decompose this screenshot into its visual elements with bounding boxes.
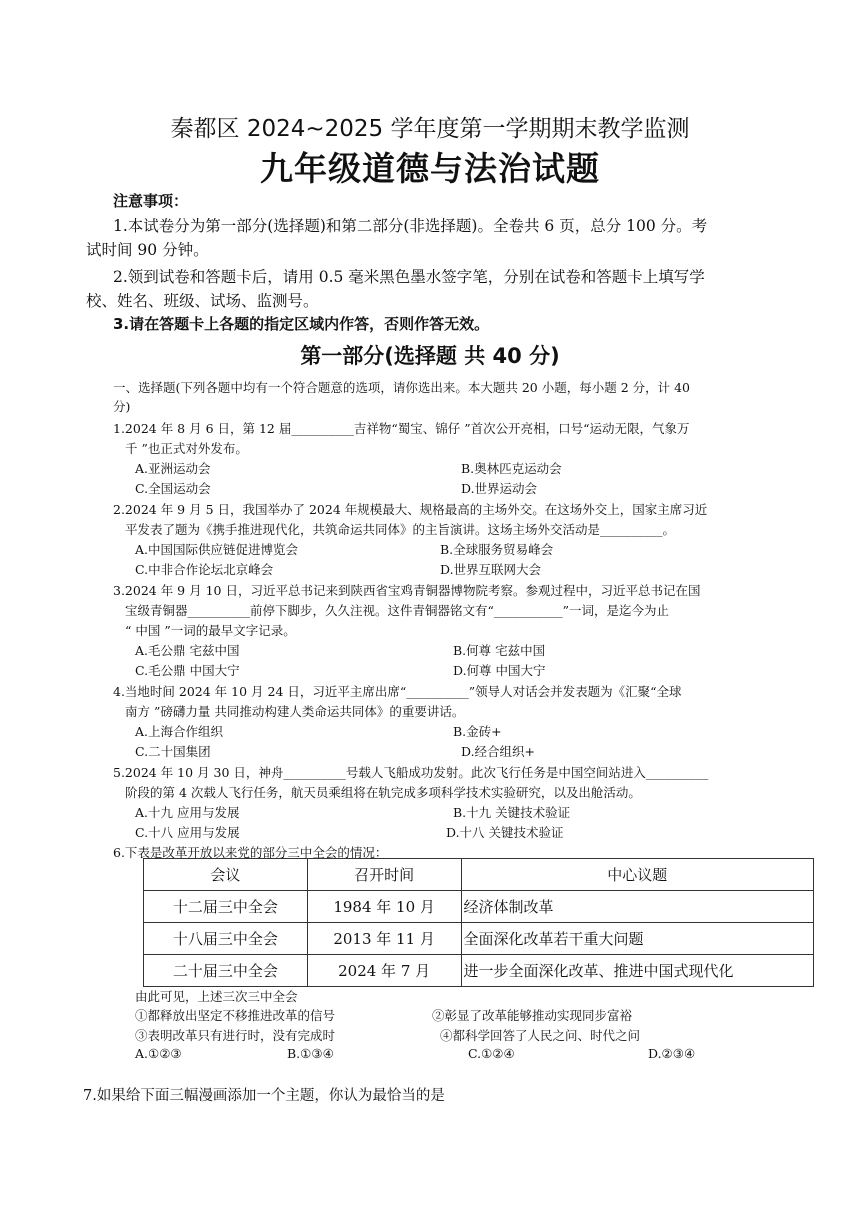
q5-option-b: B.十九 关键技术验证 — [453, 805, 571, 820]
q6-option-d: D.②③④ — [648, 1046, 696, 1061]
table-cell: 进一步全面深化改革、推进中国式现代化 — [461, 955, 813, 987]
q3-stem-line-1: 3.2024 年 9 月 10 日，习近平总书记来到陕西省宝鸡青铜器博物院考察。参观过程中，习近平总书记在国 — [113, 583, 701, 598]
q4-option-c: C.二十国集团 — [135, 744, 211, 759]
table-cell: 2024 年 7 月 — [307, 955, 461, 987]
q6-option-b: B.①③④ — [287, 1046, 334, 1061]
table-header-cell: 中心议题 — [461, 859, 813, 891]
q3-stem-line-2: 宝级青铜器__________前停下脚步，久久注视。这件青铜器铭文有“___________”一词，是迄今为止 — [125, 603, 670, 618]
table-cell: 十二届三中全会 — [144, 891, 308, 923]
q1-stem-line-1: 1.2024 年 8 月 6 日，第 12 届__________吉祥物“蜀宝、锦仔 ”首次公开亮相，口号“运动无限，气象万 — [113, 421, 690, 436]
q3-option-a: A.毛公鼎 宅兹中国 — [135, 643, 240, 658]
exam-subtitle: 秦都区 2024~2025 学年度第一学期期末教学监测 — [170, 116, 690, 142]
q5-stem-line-1: 5.2024 年 10 月 30 日，神舟__________号载人飞船成功发射。此次飞行任务是中国空间站进入__________ — [113, 765, 709, 780]
table-row — [144, 955, 814, 987]
q3-option-d: D.何尊 中国大宁 — [453, 663, 546, 678]
table-header-row — [144, 859, 814, 891]
q3-stem-line-3: “ 中国 ”一词的最早文字记录。 — [125, 623, 296, 638]
table-cell: 1984 年 10 月 — [307, 891, 461, 923]
q2-stem-line-1: 2.2024 年 9 月 5 日，我国举办了 2024 年规模最大、规格最高的主场外交。在这场外交上，国家主席习近 — [113, 502, 708, 517]
q6-table — [143, 858, 814, 987]
table-cell: 经济体制改革 — [461, 891, 813, 923]
notice-heading: 注意事项： — [113, 192, 189, 210]
q5-option-c: C.十八 应用与发展 — [135, 825, 240, 840]
q1-option-b: B.奥林匹克运动会 — [461, 461, 562, 476]
q5-option-d: D.十八 关键技术验证 — [446, 825, 564, 840]
table-header-cell: 召开时间 — [307, 859, 461, 891]
q6-option-a: A.①②③ — [135, 1046, 182, 1061]
q3-option-b: B.何尊 宅兹中国 — [453, 643, 546, 658]
q5-option-a: A.十九 应用与发展 — [135, 805, 240, 820]
q4-stem-line-1: 4.当地时间 2024 年 10 月 24 日，习近平主席出席“__________”领导人对话会并发表题为《汇聚“全球 — [113, 684, 682, 699]
q6-statement-4: ④都科学回答了人民之问、时代之问 — [440, 1028, 641, 1043]
q2-option-c: C.中非合作论坛北京峰会 — [135, 562, 274, 577]
part1-instruction-line-1: 一、选择题(下列各题中均有一个符合题意的选项，请你选出来。本大题共 20 小题，每小题 2 分，计 40 — [113, 380, 691, 395]
q7-stem-line-1: 7.如果给下面三幅漫画添加一个主题，你认为最恰当的是 — [83, 1088, 445, 1104]
q6-statement-3: ③表明改革只有进行时，没有完成时 — [135, 1028, 336, 1043]
part1-instruction-line-2: 分) — [113, 399, 131, 414]
notice-item-1-line-2: 试时间 90 分钟。 — [86, 241, 209, 259]
table-cell: 二十届三中全会 — [144, 955, 308, 987]
table-row — [144, 923, 814, 955]
q2-option-a: A.中国国际供应链促进博览会 — [135, 542, 299, 557]
q6-conclusion: 由此可见，上述三次三中全会 — [135, 989, 298, 1004]
notice-item-2-line-2: 校、姓名、班级、试场、监测号。 — [86, 292, 319, 310]
table-cell: 十八届三中全会 — [144, 923, 308, 955]
part1-title: 第一部分(选择题 共 40 分) — [300, 344, 560, 368]
q4-option-a: A.上海合作组织 — [135, 724, 224, 739]
table-cell: 2013 年 11 月 — [307, 923, 461, 955]
q3-option-c: C.毛公鼎 中国大宁 — [135, 663, 240, 678]
q6-statement-1: ①都释放出坚定不移推进改革的信号 — [135, 1008, 336, 1023]
q5-stem-line-2: 阶段的第 4 次载人飞行任务，航天员乘组将在轨完成多项科学技术实验研究，以及出舱活动。 — [125, 785, 641, 800]
notice-item-1-line-1: 1.本试卷分为第一部分(选择题)和第二部分(非选择题)。全卷共 6 页，总分 100 分。考 — [113, 217, 708, 235]
q1-option-d: D.世界运动会 — [461, 481, 538, 496]
q1-option-a: A.亚洲运动会 — [135, 461, 211, 476]
q2-option-b: B.全球服务贸易峰会 — [440, 542, 554, 557]
q4-option-d: D.经合组织+ — [461, 744, 536, 759]
q1-stem-line-2: 千 ”也正式对外发布。 — [125, 441, 248, 456]
q6-option-c: C.①②④ — [468, 1046, 515, 1061]
q4-option-b: B.金砖+ — [453, 724, 502, 739]
q2-option-d: D.世界互联网大会 — [440, 562, 542, 577]
q6-intro: 6.下表是改革开放以来党的部分三中全会的情况： — [113, 845, 388, 860]
table-row — [144, 891, 814, 923]
q4-stem-line-2: 南方 ”磅礴力量 共同推动构建人类命运共同体》的重要讲话。 — [125, 704, 465, 719]
exam-title: 九年级道德与法治试题 — [260, 149, 600, 188]
table-header-cell: 会议 — [144, 859, 308, 891]
q2-stem-line-2: 平发表了题为《携手推进现代化，共筑命运共同体》的主旨演讲。这场主场外交活动是__________。 — [125, 522, 676, 537]
notice-item-2-line-1: 2.领到试卷和答题卡后，请用 0.5 毫米黑色墨水签字笔，分别在试卷和答题卡上填写学 — [113, 268, 705, 286]
q1-option-c: C.全国运动会 — [135, 481, 211, 496]
q6-statement-2: ②彰显了改革能够推动实现同步富裕 — [432, 1008, 633, 1023]
notice-item-3: 3.请在答题卡上各题的指定区域内作答，否则作答无效。 — [113, 315, 490, 333]
table-cell: 全面深化改革若干重大问题 — [461, 923, 813, 955]
